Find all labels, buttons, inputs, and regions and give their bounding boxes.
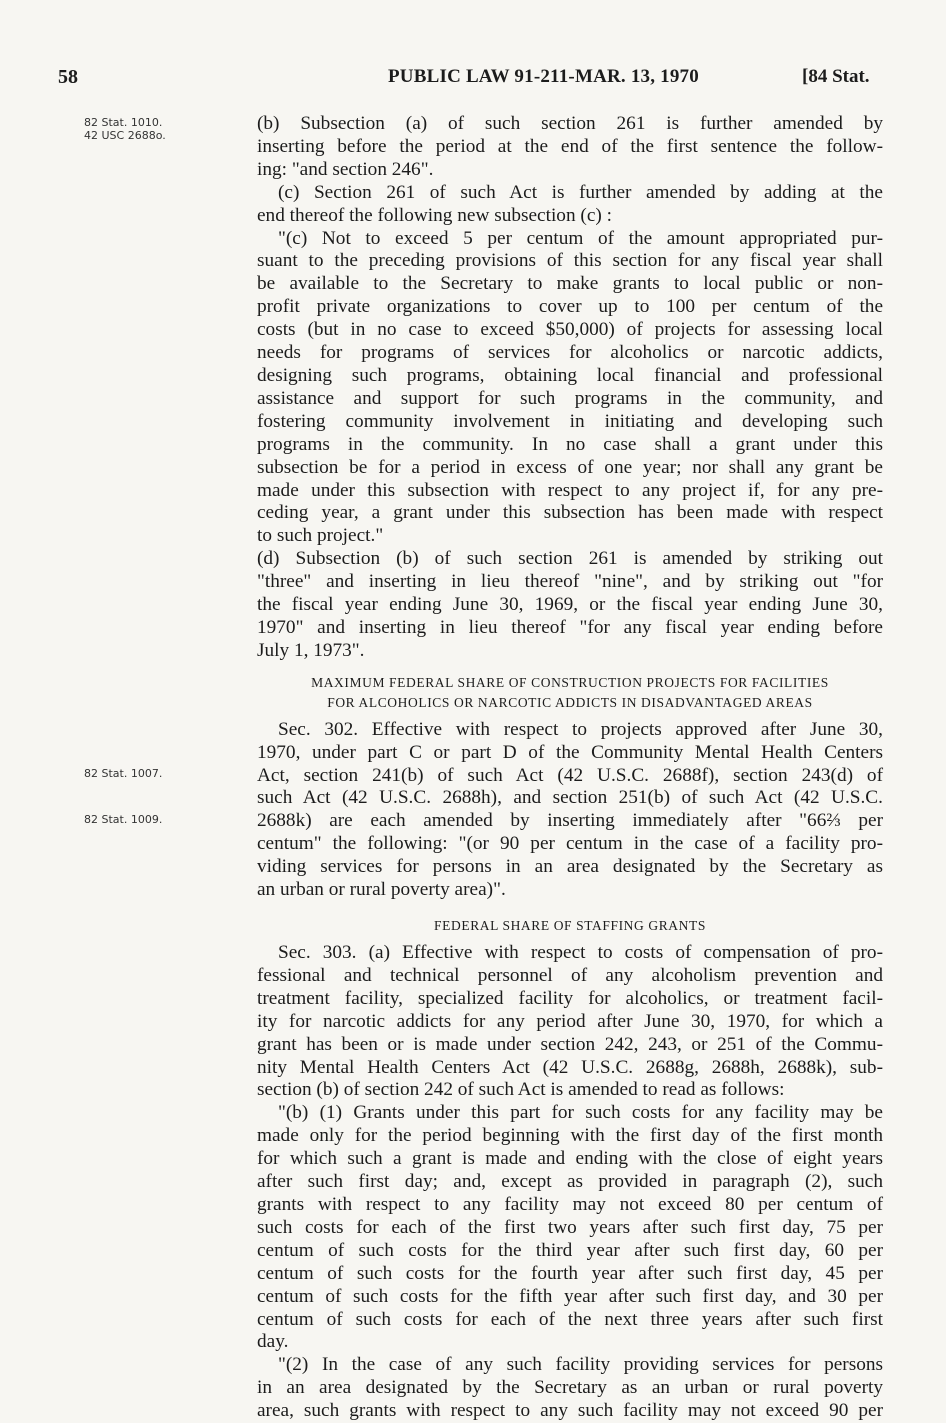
text-line: ceding year, a grant under this subsection has been made with respect [257, 502, 883, 524]
text-line: 1970" and inserting in lieu thereof "for any fiscal year ending before [257, 616, 883, 638]
text-line: (b) Subsection (a) of such section 261 is further amended by [257, 113, 883, 134]
text-line: an urban or rural poverty area)". [257, 879, 506, 901]
text-line: viding services for persons in an area designated by the Secretary as [257, 856, 883, 878]
page-number: 58 [58, 66, 78, 88]
text-line: such costs for each of the first two years after such first day, 75 per [257, 1216, 883, 1238]
text-line: end thereof the following new subsection (c) : [257, 204, 612, 226]
text-line: made only for the period beginning with the first day of the first month [257, 1125, 883, 1147]
text-line: centum" the following: "(or 90 per centum in the case of a facility pro- [257, 833, 883, 855]
text-line: 1970, under part C or part D of the Community Mental Health Centers [257, 741, 883, 763]
section-303-heading: FEDERAL SHARE OF STAFFING GRANTS [434, 918, 706, 933]
text-line: fessional and technical personnel of any alcoholism prevention and [257, 964, 883, 986]
text-line: "three" and inserting in lieu thereof "nine", and by striking out "for [257, 571, 883, 593]
text-line: (c) Section 261 of such Act is further amended by adding at the [278, 181, 883, 203]
text-line: "(b) (1) Grants under this part for such costs for any facility may be [278, 1102, 883, 1124]
running-title: PUBLIC LAW 91-211-MAR. 13, 1970 [388, 66, 699, 87]
quoted-paragraph-b1 [257, 1102, 883, 1354]
margin-note-usc-2688o: 42 USC 2688o. [84, 129, 166, 142]
text-line: costs (but in no case to exceed $50,000) of projects for assessing local [257, 319, 883, 341]
text-line: Sec. 302. Effective with respect to projects approved after June 30, [278, 718, 883, 740]
text-line: programs in the community. In no case shall a grant under this [257, 433, 883, 455]
text-line: assistance and support for such programs in the community, and [257, 387, 883, 409]
heading-line: MAXIMUM FEDERAL SHARE OF CONSTRUCTION PROJECTS FOR FACILITIES [311, 674, 829, 690]
text-line: after such first day; and, except as provided in paragraph (2), such [257, 1171, 883, 1193]
text-line: made under this subsection with respect to any project if, for any pre- [257, 479, 883, 501]
text-line: grant has been or is made under section 242, 243, or 251 of the Commu- [257, 1033, 883, 1055]
text-line: area, such grants with respect to any such facility may not exceed 90 per [257, 1400, 883, 1422]
document-body [257, 113, 883, 1423]
text-line: be available to the Secretary to make grants to local public or non- [257, 273, 883, 295]
text-line: Sec. 303. (a) Effective with respect to costs of compensation of pro- [278, 942, 883, 963]
text-line: ing: "and section 246". [257, 158, 434, 180]
text-line: July 1, 1973". [257, 639, 365, 661]
text-line: centum of such costs for each of the next three years after such first [257, 1308, 883, 1330]
subsection-b-paragraph [257, 113, 883, 182]
text-line: designing such programs, obtaining local financial and professional [257, 364, 883, 386]
margin-note-stat-1009: 82 Stat. 1009. [84, 813, 163, 826]
text-line: centum of such costs for the third year after such first day, 60 per [257, 1239, 883, 1261]
text-line: to such project." [257, 525, 384, 547]
text-line: fostering community involvement in initiating and developing such [257, 410, 883, 432]
text-line: in an area designated by the Secretary as an urban or rural poverty [257, 1377, 883, 1399]
section-302-paragraph [257, 719, 883, 902]
text-line: 2688k) are each amended by inserting immediately after "66⅔ per [257, 810, 883, 832]
text-line: suant to the preceding provisions of this section for any fiscal year shall [257, 250, 883, 272]
text-line: the fiscal year ending June 30, 1969, or the fiscal year ending June 30, [257, 594, 883, 616]
text-line: (d) Subsection (b) of such section 261 is amended by striking out [257, 548, 883, 570]
text-line: day. [257, 1331, 289, 1353]
quoted-subsection-c [257, 228, 883, 549]
text-line: such Act (42 U.S.C. 2688h), and section 251(b) of such Act (42 U.S.C. [257, 787, 883, 809]
text-line: ity for narcotic addicts for any period after June 30, 1970, for which a [257, 1010, 883, 1032]
heading-line: FOR ALCOHOLICS OR NARCOTIC ADDICTS IN DISADVANTAGED AREAS [327, 694, 813, 710]
text-line: treatment facility, specialized facility for alcoholics, or treatment facil- [257, 987, 883, 1009]
text-line: inserting before the period at the end of the first sentence the follow- [257, 135, 883, 157]
page-header [0, 66, 946, 96]
text-line: "(2) In the case of any such facility providing services for persons [278, 1354, 883, 1376]
text-line: subsection be for a period in excess of one year; nor shall any grant be [257, 456, 883, 478]
text-line: centum of such costs for the fifth year after such first day, and 30 per [257, 1285, 883, 1307]
text-line: for which such a grant is made and ending with the close of eight years [257, 1148, 883, 1170]
text-line: nity Mental Health Centers Act (42 U.S.C. 2688g, 2688h, 2688k), sub- [257, 1056, 883, 1078]
section-302-heading [257, 673, 883, 713]
margin-note-stat-1007: 82 Stat. 1007. [84, 767, 163, 780]
text-line: grants with respect to any facility may not exceed 80 per centum of [257, 1193, 883, 1215]
text-line: profit private organizations to cover up to 100 per centum of the [257, 296, 883, 318]
volume-reference: [84 Stat. [802, 66, 870, 87]
text-line: "(c) Not to exceed 5 per centum of the amount appropriated pur- [278, 227, 883, 249]
text-line: needs for programs of services for alcoholics or narcotic addicts, [257, 342, 883, 364]
text-line: centum of such costs for the fourth year after such first day, 45 per [257, 1262, 883, 1284]
text-line: section (b) of section 242 of such Act is amended to read as follows: [257, 1079, 785, 1101]
text-line: Act, section 241(b) of such Act (42 U.S.C. 2688f), section 243(d) of [257, 764, 883, 786]
subsection-c-paragraph [257, 182, 883, 228]
subsection-d-paragraph [257, 548, 883, 663]
margin-note-stat-1010: 82 Stat. 1010. [84, 116, 163, 129]
section-303-paragraph [257, 942, 883, 1102]
